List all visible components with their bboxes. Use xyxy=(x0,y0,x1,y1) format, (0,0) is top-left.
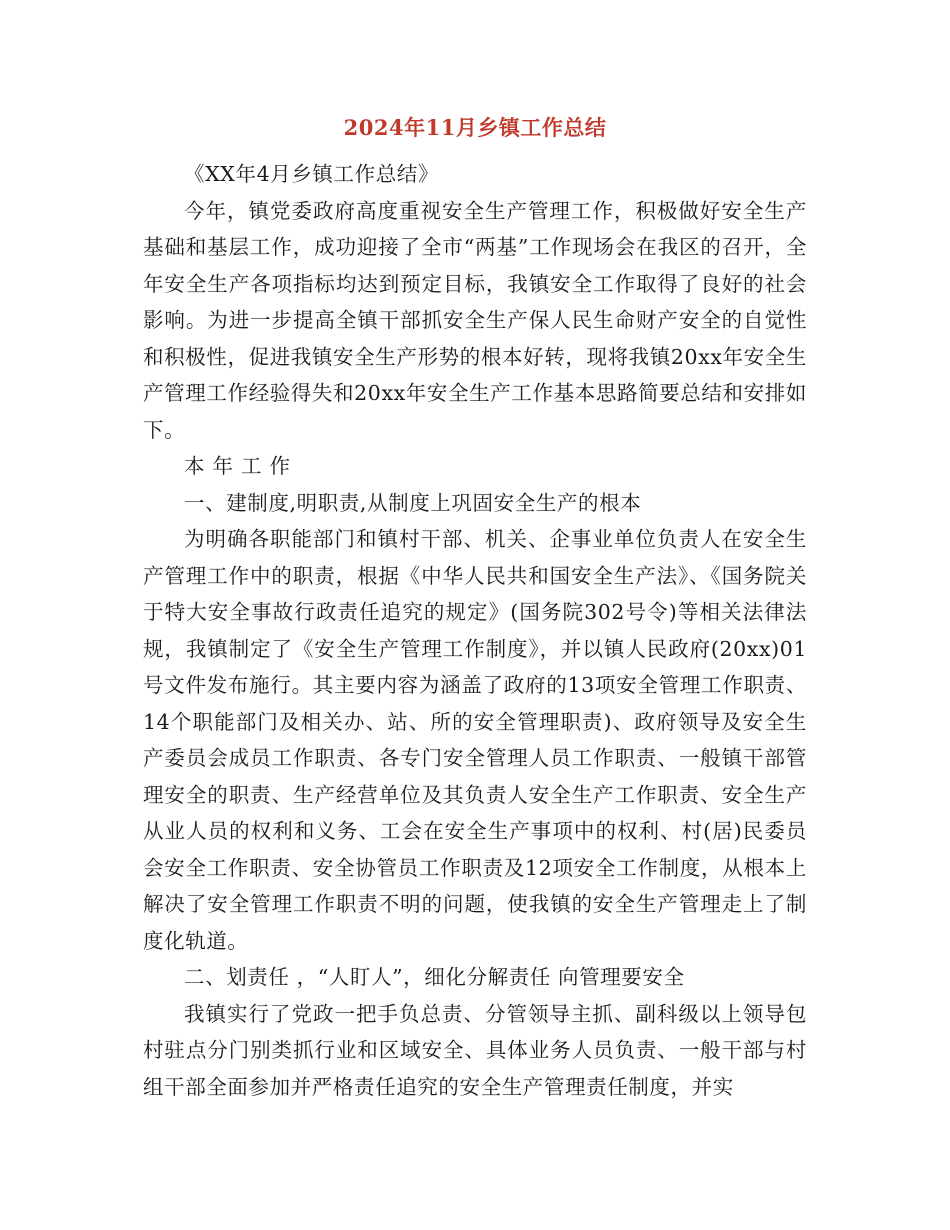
section-1-body-paragraph: 为明确各职能部门和镇村干部、机关、企事业单位负责人在安全生产管理工作中的职责，根据《中华人民共和国安全生产法》、《国务院关于特大安全事故行政责任追究的规定》(国务院302号令)等相关法律法规，我镇制定了《安全生产管理工作制度》，并以镇人民政府(20xx)01号文件发布施行。其主要内容为涵盖了政府的13项安全管理工作职责、14个职能部门及相关办、站、所的安全管理职责)、政府领导及安全生产委员会成员工作职责、各专门安全管理人员工作职责、一般镇干部管理安全的职责、生产经营单位及其负责人安全生产工作职责、安全生产从业人员的权利和义务、工会在安全生产事项中的权利、村(居)民委员会安全工作职责、安全协管员工作职责及12项安全工作制度，从根本上解决了安全管理工作职责不明的问题，使我镇的安全生产管理走上了制度化轨道。 xyxy=(143,527,807,953)
section-heading-1: 一、建制度,明职责,从制度上巩固安全生产的根本 xyxy=(184,490,642,515)
section-heading-this-year-work: 本年工作 xyxy=(184,454,298,478)
document-title: 2024年11月乡镇工作总结 xyxy=(343,115,607,140)
section-2-body-paragraph: 我镇实行了党政一把手负总责、分管领导主抓、副科级以上领导包村驻点分门别类抓行业和区域安全、具体业务人员负责、一般干部与村组干部全面参加并严格责任追究的安全生产管理责任制度，并实 xyxy=(143,1001,807,1099)
intro-paragraph: 今年，镇党委政府高度重视安全生产管理工作，积极做好安全生产基础和基层工作，成功迎接了全市“两基”工作现场会在我区的召开，全年安全生产各项指标均达到预定目标，我镇安全工作取得了良好的社会影响。为进一步提高全镇干部抓安全生产保人民生命财产安全的自觉性和积极性，促进我镇安全生产形势的根本好转，现将我镇20xx年安全生产管理工作经验得失和20xx年安全生产工作基本思路简要总结和安排如下。 xyxy=(143,198,807,442)
subtitle-paragraph: 《XX年4月乡镇工作总结》 xyxy=(184,162,440,186)
section-heading-2: 二、划责任 ，“人盯人”，细化分解责任 向管理要安全 xyxy=(184,965,685,989)
